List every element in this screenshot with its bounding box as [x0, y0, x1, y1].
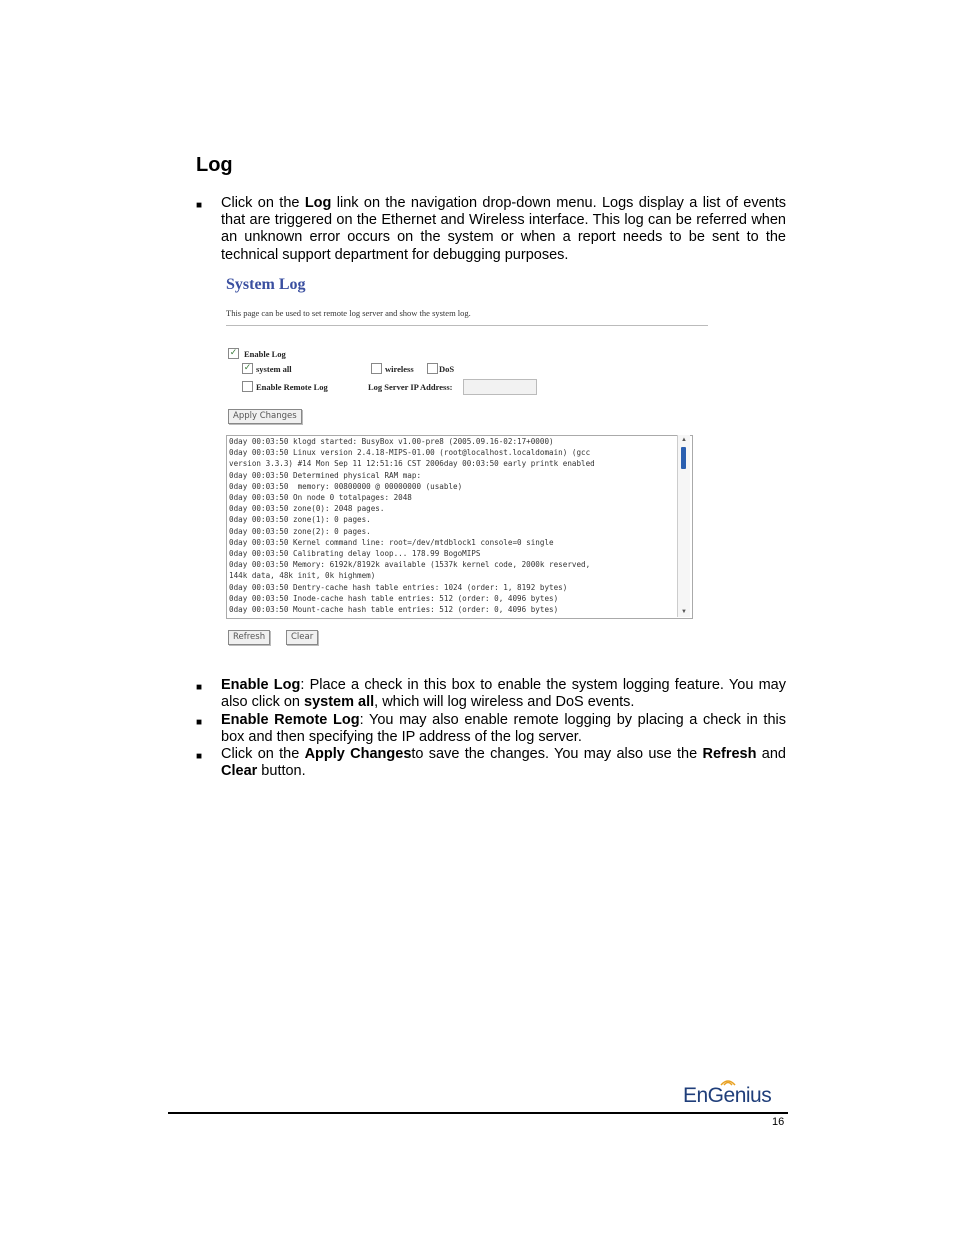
engenius-logo: EnGenius: [683, 1084, 772, 1107]
log-lines: [227, 436, 692, 615]
intro-paragraph: [221, 195, 786, 264]
bullet-marker: ■: [196, 200, 203, 211]
log-server-ip-label: Log Server IP Address:: [368, 382, 453, 392]
log-line: 0day 00:03:50 Memory: 6192k/8192k available (1537k kernel code, 2000k reserved,: [229, 560, 591, 570]
log-scrollbar[interactable]: [677, 435, 690, 617]
log-line: 0day 00:03:50 klogd started: BusyBox v1.00-pre8 (2005.09.16-02:17+0000): [229, 437, 554, 446]
bullet-text: to save the changes. You may also use the: [411, 746, 703, 762]
log-line: 0day 00:03:50 Linux version 2.4.18-MIPS-01.00 (root@localhost.localdomain) (gcc: [229, 448, 591, 458]
log-line: version 3.3.3) #14 Mon Sep 11 12:51:16 CST 2006day 00:03:50 early printk enabled: [229, 459, 595, 469]
log-server-ip-input[interactable]: [463, 379, 537, 395]
bullet-text: , which will log wireless and DoS events.: [374, 694, 635, 711]
dos-checkbox[interactable]: [427, 363, 438, 374]
bullet-text: and: [756, 746, 786, 762]
bullet-enable-log: [221, 677, 786, 711]
wireless-label: wireless: [385, 364, 414, 374]
log-line: 0day 00:03:50 On node 0 totalpages: 2048: [229, 493, 412, 503]
bullet-text: : Place a check in this box to enable the system logging feature. You may also click on: [221, 677, 786, 711]
intro-bold: Log: [304, 195, 332, 211]
bullet-marker: ■: [196, 682, 203, 693]
system-log-screenshot: [222, 270, 717, 650]
bullet-bold: Refresh: [702, 746, 757, 762]
bullet-text: button.: [257, 763, 306, 780]
log-line: 0day 00:03:50 Mount-cache hash table entries: 512 (order: 0, 4096 bytes): [229, 605, 559, 615]
bullet-marker: ■: [196, 751, 203, 762]
system-all-label: system all: [256, 364, 292, 374]
bullet-bold: Clear: [221, 763, 258, 780]
log-line: 0day 00:03:50 Dentry-cache hash table entries: 1024 (order: 1, 8192 bytes): [229, 582, 568, 592]
intro-text-post: link on the navigation drop-down menu. Logs display a list of events that are triggered on the Ethernet and Wireless interface. This log can be referred when an unknown error occurs on the system or when a report needs to be sent to the technical support department for debugging purposes.: [221, 195, 787, 263]
log-line: 0day 00:03:50 zone(0): 2048 pages.: [229, 504, 385, 514]
system-all-checkbox[interactable]: ✓: [243, 363, 252, 373]
screenshot-description: This page can be used to set remote log server and show the system log.: [226, 308, 471, 318]
bullet-bold: Apply Changes: [304, 746, 412, 762]
bullet-bold: Enable Remote Log: [221, 712, 360, 728]
bullet-enable-remote-log: [221, 712, 786, 746]
enable-remote-log-checkbox[interactable]: [242, 381, 253, 392]
enable-log-checkbox[interactable]: ✓: [229, 348, 238, 358]
footer-divider: [168, 1112, 788, 1114]
enable-remote-log-label: Enable Remote Log: [256, 382, 328, 392]
scroll-down-icon[interactable]: ▼: [681, 609, 687, 615]
log-line: 144k data, 48k init, 0k highmem): [229, 571, 376, 581]
log-line: 0day 00:03:50 Determined physical RAM map:: [229, 470, 422, 480]
system-log-textarea[interactable]: [226, 435, 693, 619]
bullet-bold: Enable Log: [221, 677, 301, 693]
bullet-apply-changes: [221, 746, 786, 780]
bullet-text: Click on the: [221, 746, 305, 762]
log-line: 0day 00:03:50 Inode-cache hash table entries: 512 (order: 0, 4096 bytes): [229, 593, 559, 603]
log-line: 0day 00:03:50 zone(2): 0 pages.: [229, 526, 371, 536]
clear-button[interactable]: Clear: [286, 630, 318, 645]
screenshot-title: System Log: [226, 276, 306, 293]
bullet-marker: ■: [196, 717, 203, 728]
scroll-thumb[interactable]: [681, 447, 686, 469]
log-line: 0day 00:03:50 Kernel command line: root=/dev/mtdblock1 console=0 single: [229, 537, 554, 547]
bullet-text: : You may also enable remote logging by placing a check in this box and then specifying the IP address of the log server.: [221, 712, 786, 746]
page-number: 16: [772, 1116, 785, 1128]
log-line: 0day 00:03:50 Calibrating delay loop... 178.99 BogoMIPS: [229, 549, 481, 559]
section-heading: Log: [196, 154, 233, 176]
log-line: 0day 00:03:50 zone(1): 0 pages.: [229, 515, 371, 525]
bullet-bold: system all: [304, 694, 375, 711]
refresh-button[interactable]: Refresh: [228, 630, 270, 645]
apply-changes-button[interactable]: Apply Changes: [228, 409, 302, 424]
wireless-checkbox[interactable]: [371, 363, 382, 374]
enable-log-label: Enable Log: [244, 349, 286, 359]
intro-text-pre: Click on the: [221, 195, 305, 211]
scroll-up-icon[interactable]: ▲: [681, 437, 687, 443]
log-line: 0day 00:03:50 memory: 00800000 @ 00000000 (usable): [229, 481, 463, 491]
divider: [226, 325, 708, 326]
dos-label: DoS: [439, 364, 455, 374]
